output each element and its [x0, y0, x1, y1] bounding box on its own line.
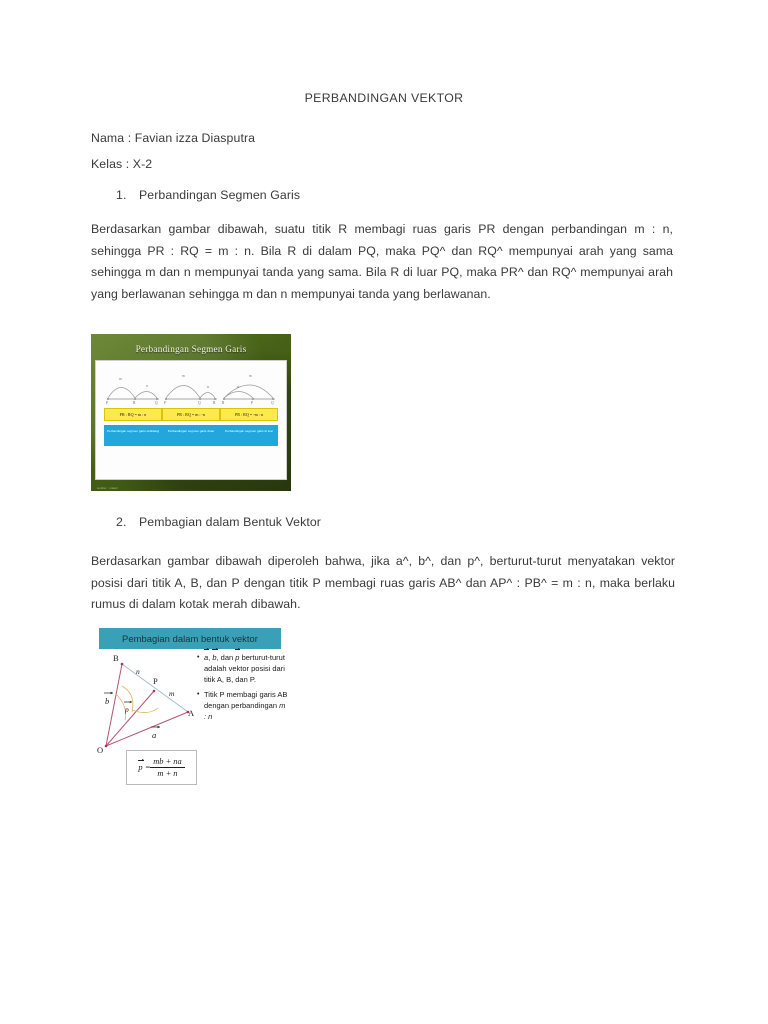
figure-2-title: Pembagian dalam bentuk vektor: [99, 628, 281, 649]
svg-text:p: p: [125, 705, 129, 714]
figure-1-caption: Perbandingan segmen garis dluar: [162, 425, 220, 446]
svg-text:b: b: [105, 696, 110, 706]
figure-1-caption: Perbandingan segmen garis sebidang: [104, 425, 162, 446]
list-item: [204, 652, 289, 686]
figure-1-column: [220, 369, 278, 473]
bullet-2-line1: Titik P membagi: [204, 689, 258, 699]
svg-text:n: n: [146, 384, 148, 388]
figure-1-caption: Perbandingan segmen garis di luar: [220, 425, 278, 446]
section-2-number: 2.: [116, 515, 127, 529]
vector-triangle-diagram: [92, 650, 196, 756]
bullet-1-line4: dari titik A, B, dan P.: [204, 664, 285, 685]
page-title: PERBANDINGAN VEKTOR: [304, 91, 464, 105]
svg-text:n: n: [136, 667, 140, 676]
svg-text:P: P: [106, 401, 108, 405]
svg-text:m: m: [249, 374, 252, 378]
svg-text:B: B: [113, 653, 119, 663]
figure-1-formula: PR : RQ = m : n: [104, 408, 162, 421]
svg-text:n: n: [237, 385, 239, 389]
bullet-1-line3: adalah vektor posisi: [204, 664, 271, 674]
svg-text:P: P: [153, 676, 158, 686]
formula-numerator: mb + na: [150, 757, 184, 768]
vector-formula-box: [126, 750, 197, 785]
svg-text:A: A: [188, 708, 195, 718]
svg-text:n: n: [207, 385, 209, 389]
bullet-1-line2: berturut-turut: [241, 653, 285, 662]
formula-denominator: m + n: [157, 769, 178, 778]
bullet-2-line3: perbandingan: [231, 700, 278, 710]
svg-text:R: R: [222, 401, 225, 405]
equals-sign: =: [145, 763, 151, 772]
svg-text:P: P: [164, 401, 166, 405]
svg-text:Q: Q: [198, 401, 201, 405]
section-1-label: Perbandingan Segmen Garis: [139, 188, 301, 202]
svg-text:m: m: [182, 374, 185, 378]
section-1-number: 1.: [116, 188, 127, 202]
formula-fraction: [150, 757, 184, 778]
figure-1-column: [104, 369, 162, 473]
section-1-paragraph: Berdasarkan gambar dibawah, suatu titik R membagi ruas garis PR dengan perbandingan m : n, sehingga PR : RQ = m : n. Bila R di dalam PQ, maka PQ^ dan RQ^ mempunyai arah yang sama sehingga m dan n mempunyai tanda yang sama. Bila R di luar PQ, maka PR^ dan RQ^ mempunyai arah yang berlawanan sehingga m dan n mempunyai tanda yang berlawanan.: [91, 222, 673, 301]
list-item: [204, 689, 289, 723]
bullet-2-ratio: m : n: [204, 700, 286, 722]
svg-text:m: m: [169, 689, 175, 698]
formula-lhs: p: [138, 763, 143, 772]
arc-diagram-1: [104, 369, 162, 405]
svg-text:P: P: [251, 401, 253, 405]
figure-1-column: [162, 369, 220, 473]
svg-text:R: R: [213, 401, 216, 405]
svg-text:Q: Q: [155, 401, 158, 405]
bullet-1-vectors: a, b, dan p: [204, 653, 240, 662]
section-2-heading: [116, 515, 321, 529]
section-2-paragraph: Berdasarkan gambar dibawah diperoleh bahwa, jika a^, b^, dan p^, berturut-turut menyatakan vektor posisi dari titik A, B, dan P dengan titik P membagi ruas garis AB^ dan AP^ : PB^ = m : n, maka berlaku rumus di dalam kotak merah dibawah.: [91, 554, 675, 611]
figure-pembagian-vektor: [92, 628, 289, 793]
arc-diagram-2: [162, 369, 220, 405]
figure-1-body: [95, 360, 287, 480]
arc-diagram-3: [220, 369, 278, 405]
student-class-line: Kelas : X-2: [91, 157, 153, 171]
figure-1-formula: PR : RQ = m : -n: [162, 408, 220, 421]
figure-1-title: Perbandingan Segmen Garis: [135, 344, 247, 354]
section-1-heading: [116, 188, 300, 202]
svg-text:a: a: [152, 730, 157, 740]
figure-1-formula: PR : RQ = -m : n: [220, 408, 278, 421]
vector-formula: [138, 757, 184, 778]
section-2-label: Pembagian dalam Bentuk Vektor: [139, 515, 321, 529]
figure-segmen-garis: [91, 334, 291, 491]
svg-text:Q: Q: [271, 401, 274, 405]
bullet-2-line2: garis AB dengan: [204, 689, 288, 710]
student-name-line: Nama : Favian izza Diasputra: [91, 131, 256, 145]
figure-2-bullet-list: [196, 652, 289, 725]
svg-text:O: O: [97, 745, 104, 755]
figure-1-credit: sumber : materi: [97, 487, 119, 490]
svg-text:R: R: [133, 401, 136, 405]
svg-text:m: m: [119, 377, 122, 381]
